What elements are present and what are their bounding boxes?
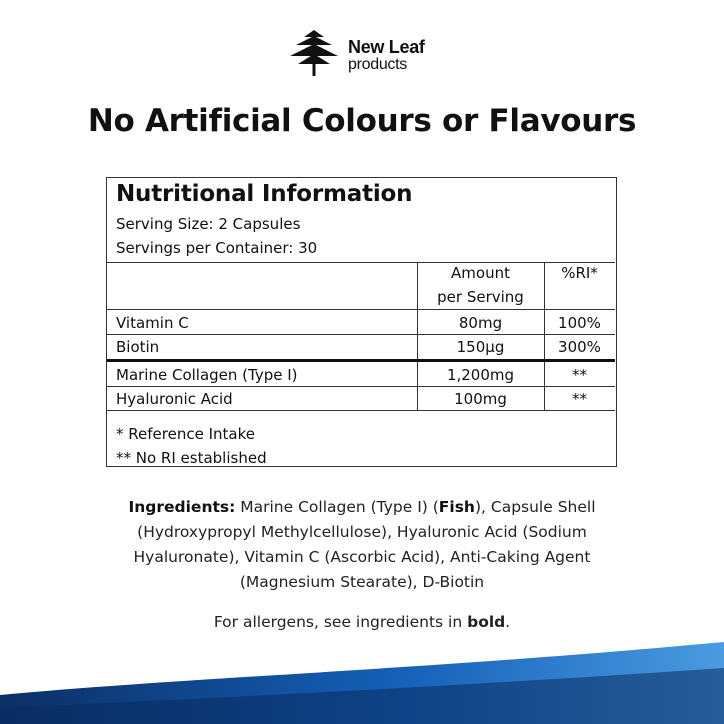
row-name: Marine Collagen (Type I) [116,366,298,384]
row-name: Hyaluronic Acid [116,390,233,408]
row-ri: 100% [558,314,601,332]
divider [107,309,615,310]
brand-logo [290,28,440,80]
row-amount: 100mg [454,390,507,408]
allergen-prefix: For allergens, see ingredients in [213,613,468,631]
servings-per-container: Servings per Container: 30 [116,239,318,257]
ingredients-part2: ), Capsule Shell (Hydroxypropyl Methylcellulose), Hyaluronic Acid (Sodium Hyaluronate), Vitamin C (Ascorbic Acid), Anti-Caking Agent (Magnesium Stearate), D-Biotin [133,498,596,591]
panel-title: Nutritional Information [116,181,413,207]
nutrition-panel [106,177,617,467]
row-ri: ** [572,390,587,408]
headline: No Artificial Colours or Flavours [87,103,637,139]
serving-size: Serving Size: 2 Capsules [116,215,301,233]
row-ri: 300% [558,338,601,356]
divider [107,386,615,387]
column-divider [544,262,545,410]
ingredients-text [90,495,634,595]
decorative-wave [0,640,724,724]
header-ri: %RI* [561,264,598,282]
column-divider [417,262,418,410]
tree-leaf-icon [290,28,340,78]
row-amount: 80mg [458,314,503,332]
divider [107,410,615,411]
allergen-fish: Fish [438,498,475,516]
header-amount: Amount [451,264,510,282]
divider [107,334,615,335]
ingredients-part1: Marine Collagen (Type I) ( [235,498,439,516]
thick-divider [107,359,615,362]
row-ri: ** [572,366,587,384]
allergen-note [0,613,724,631]
footnote-reference-intake: * Reference Intake [116,425,255,443]
row-name: Biotin [116,338,160,356]
header-per-serving: per Serving [437,288,524,306]
ingredients-label: Ingredients: [128,498,236,516]
allergen-bold-word: bold [467,613,506,631]
row-amount: 150µg [456,338,505,356]
row-amount: 1,200mg [446,366,515,384]
row-name: Vitamin C [116,314,189,332]
footnote-no-ri: ** No RI established [116,449,267,467]
divider [107,262,615,263]
brand-subtitle: products [348,56,407,73]
allergen-suffix: . [505,613,511,631]
brand-name: New Leaf [348,37,425,57]
